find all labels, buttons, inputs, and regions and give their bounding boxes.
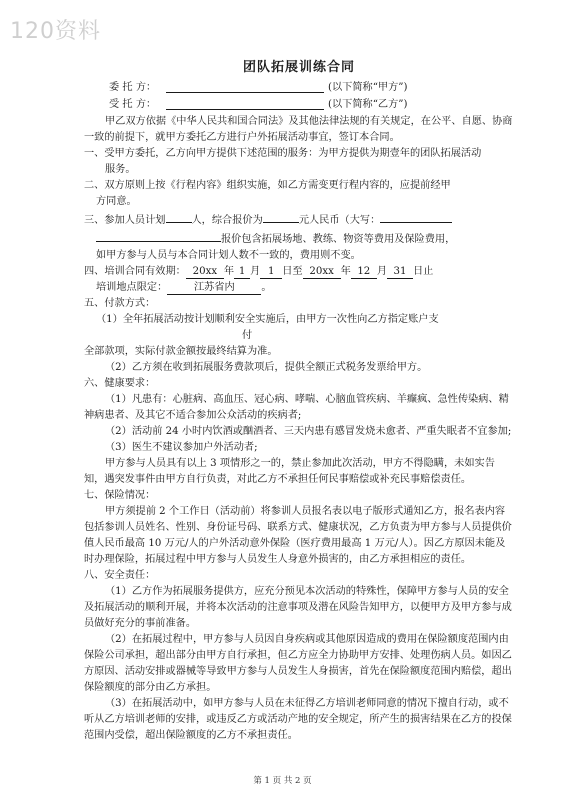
unit-text: 月 [376,266,387,277]
clause-5-item-1-text: （1）全年拓展活动按计划顺利安全实施后，由甲方一次性向乙方指定账户支 [96,314,439,325]
clause-3-text: 如甲方参与人员与本合同计划人数不一致的，费用则不变。 [96,250,361,261]
clause-3-text: 报价包含拓展场地、教练、物资等费用及保险费用， [221,234,456,245]
clause-1 [84,146,514,178]
end-month: 12 [351,265,377,279]
unit-text: 年 [223,266,235,277]
clause-3 [84,210,514,264]
location-label: 培训地点限定： [96,282,168,293]
contract-page [84,60,514,744]
clause-1-text: 一、受甲方委托，乙方向甲方提供下述范围的服务：为甲方提供为期壹年的团队拓展活动 [84,148,482,159]
clause-3-text: 三、参加人员计划 [84,215,166,226]
clause-6-item-4: 甲方参与人员具有以上 3 项情形之一的，禁止参加此次活动，甲方不得隐瞒，未如实告知，遇突发事件由甲方自行负责，对此乙方不承担任何民事赔偿或补充民事赔偿责任。 [84,458,495,485]
price-uppercase-blank-cont [96,229,221,242]
clause-8-item-3: （3）在拓展活动中，如甲方参与人员在未征得乙方培训老师同意的情况下擅自行动，或不听从乙方培训老师的安排，或违反乙方或活动产地的安全规定，所产生的损害结果在乙方的投保范围内受偿，超出保险额度的乙方不承担责任。 [84,698,512,741]
clause-2-cont: 方同意。 [96,196,137,207]
start-day: 1 [260,265,282,279]
unit-text: 日至 [282,266,303,277]
party-name-blank [166,92,324,93]
clause-5-item-1-cont: 全部款项，实际付款金额按最终结算为准。 [84,346,278,357]
party-contractor [84,97,514,114]
party-client [84,80,514,97]
intro-paragraph: 甲乙双方依据《中华人民共和国合同法》及其他法律法规的有关规定，在公平、自愿、协商一致的前提下，就甲方委托乙方进行户外拓展活动事宜，签订本合同。 [84,116,513,143]
clause-5-item-1-wrap: 付 [242,330,253,341]
clause-4 [84,264,514,296]
clause-5-title: 五、付款方式： [84,298,156,309]
clause-8-title: 八、安全责任： [84,570,156,581]
clause-6-title: 六、健康要求： [84,378,156,389]
clause-2-text: 二、双方原则上按《行程内容》组织实施，如乙方需变更行程内容的，应提前经甲 [84,180,451,191]
clause-7-title: 七、保险情况： [84,490,156,501]
party-label: 委 托 方： [109,82,157,93]
clause-3-text: 元人民币（大写： [298,215,381,226]
party-note: (以下简称“乙方”) [328,99,408,110]
clause-8-item-1: （1）乙方作为拓展服务提供方，应充分预见本次活动的特殊性，保障甲方参与人员的安全及拓展活动的顺利开展，并将本次活动的注意事项及潜在风险告知甲方，以便甲方及甲方参与成员做好充分的事前准备。 [84,586,512,629]
watermark: 120资料 [10,19,101,44]
party-label: 受 托 方： [109,99,157,110]
clause-7-text: 甲方须提前 2 个工作日（活动前）将参训人员报名表以电子版形式通知乙方，报名表内容包括参训人员姓名、性别、身份证号码、联系方式、健康状况，乙方负责为甲方参与人员提供价值人民币最高 10 万元/人的户外活动意外保险（医疗费用最高 1 万元/人）。因乙方原因未能及时办理保险，拓展过程中甲方参与人员发生人身意外损害的，由乙方承担相应的责任。 [84,506,512,565]
page-number: 第 1 页 共 2 页 [253,776,312,786]
clause-6-item-2: （2）活动前 24 小时内饮酒或酗酒者、三天内患有感冒发烧未愈者、严重失眠者不宜参加; [105,426,512,437]
start-month: 1 [234,265,250,279]
clause-5-item-2: （2）乙方须在收到拓展服务费款项后，提供全额正式税务发票给甲方。 [105,362,428,373]
clause-5-item-1 [84,312,514,344]
clause-8-item-2: （2）在拓展过程中，甲方参与人员因自身疾病或其他原因造成的费用在保险额度范围内由保险公司承担，超出部分由甲方自行承担，但乙方应全力协助甲方安排、处理伤病人员。如因乙方原因、活动安排或器械等导致甲方参与人员发生人身损害，首先在保险额度范围内赔偿，超出保险额度的部分由乙方承担。 [84,634,512,693]
price-uppercase-blank [380,210,452,223]
page-title: 团队拓展训练合同 [242,60,355,75]
party-name-blank [166,109,324,110]
unit-text: 月 [250,266,261,277]
unit-text: 年 [340,266,351,277]
start-year: 20xx [186,265,224,279]
unit-text: 。 [261,282,272,293]
clause-2 [84,178,514,210]
party-note: (以下简称“甲方”) [328,82,408,93]
unit-text: 日止 [413,266,434,277]
price-blank [263,210,299,223]
training-location: 江苏省内 [167,281,261,295]
end-day: 31 [387,265,413,279]
clause-6-item-3: （3）医生不建议参加户外活动者; [105,442,258,453]
participant-count-blank [166,210,192,223]
end-year: 20xx [303,265,341,279]
clause-6-item-1: （1）凡患有：心脏病、高血压、冠心病、哮喘、心脑血管疾病、羊癫疯、急性传染病、精神病患者、及其它不适合参加公众活动的疾病者; [84,394,509,421]
clause-3-text: 人，综合报价为 [191,215,263,226]
clause-1-cont: 服务。 [105,164,136,175]
clause-4-text: 四、培训合同有效期： [84,266,186,277]
